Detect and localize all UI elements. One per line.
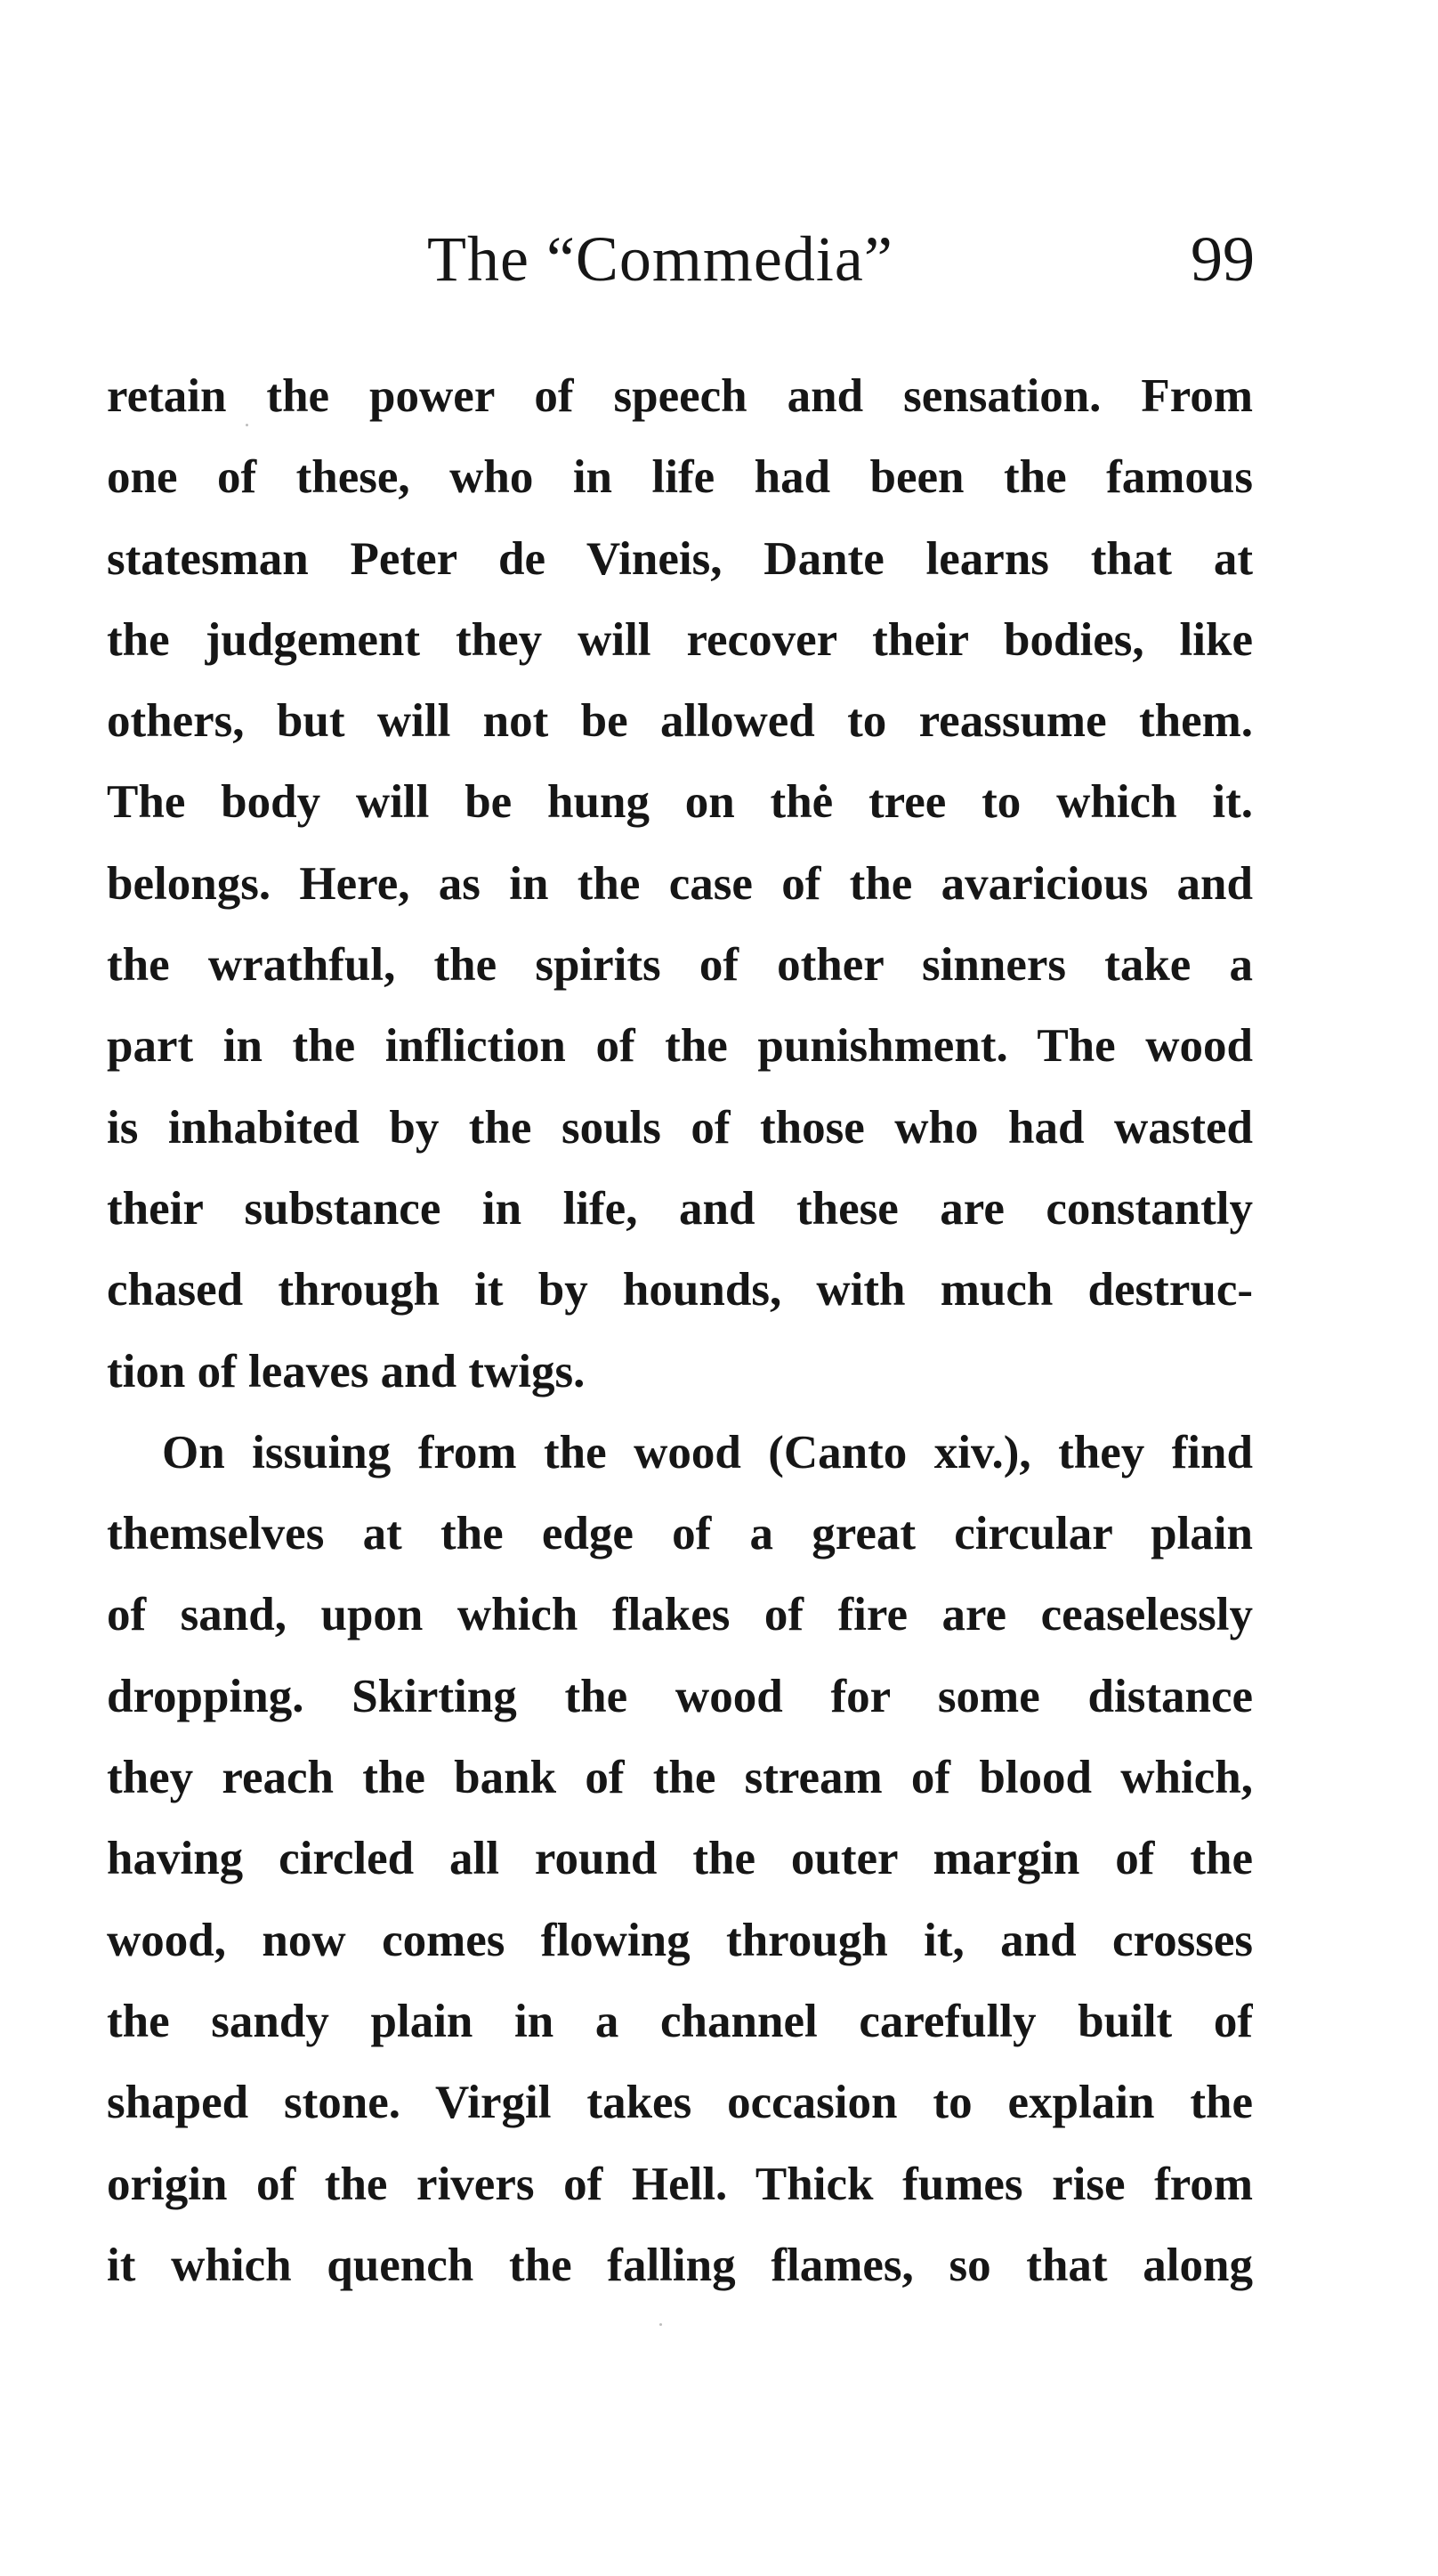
text-line: chased through it by hounds, with much destruc-: [107, 1264, 1253, 1316]
text-line: The body will be hung on thė tree to which it.: [107, 776, 1253, 829]
text-line: tion of leaves and twigs.: [107, 1345, 586, 1397]
text-line: it which quench the falling flames, so that along: [107, 2239, 1253, 2291]
text-line: others, but will not be allowed to reassume them.: [107, 695, 1253, 748]
text-line: of sand, upon which flakes of fire are ceaselessly: [107, 1589, 1253, 1641]
paragraph-1: [107, 356, 1253, 1413]
running-title: The “Commedia”: [427, 223, 893, 295]
text-line: the sandy plain in a channel carefully built of: [107, 1995, 1253, 2047]
text-line: shaped stone. Virgil takes occasion to explain the: [107, 2077, 1253, 2129]
text-line: having circled all round the outer margin of the: [107, 1833, 1253, 1885]
text-line: origin of the rivers of Hell. Thick fumes rise from: [107, 2158, 1253, 2210]
text-line: part in the infliction of the punishment. The wood: [107, 1020, 1253, 1073]
print-speck: [659, 2323, 662, 2326]
page-number: 99: [1191, 223, 1255, 295]
text-line: the judgement they will recover their bodies, like: [107, 613, 1253, 666]
text-line: their substance in life, and these are constantly: [107, 1182, 1253, 1235]
text-line: one of these, who in life had been the famous: [107, 451, 1253, 504]
page-header: [107, 219, 1255, 299]
text-line: belongs. Here, as in the case of the avaricious and: [107, 857, 1253, 910]
text-line: On issuing from the wood (Canto xiv.), they find: [162, 1426, 1253, 1478]
text-line: wood, now comes flowing through it, and crosses: [107, 1914, 1253, 1966]
text-line: they reach the bank of the stream of blood which,: [107, 1752, 1253, 1804]
text-line: retain the power of speech and sensation. From: [107, 370, 1253, 422]
paragraph-2: [107, 1413, 1253, 2306]
text-line: the wrathful, the spirits of other sinners take a: [107, 939, 1253, 992]
text-line: is inhabited by the souls of those who had wasted: [107, 1101, 1253, 1154]
text-line: dropping. Skirting the wood for some distance: [107, 1670, 1253, 1722]
body-text: [107, 356, 1253, 2306]
print-speck: [246, 424, 248, 426]
text-line: themselves at the edge of a great circular plain: [107, 1508, 1253, 1560]
text-line: statesman Peter de Vineis, Dante learns that at: [107, 532, 1253, 585]
